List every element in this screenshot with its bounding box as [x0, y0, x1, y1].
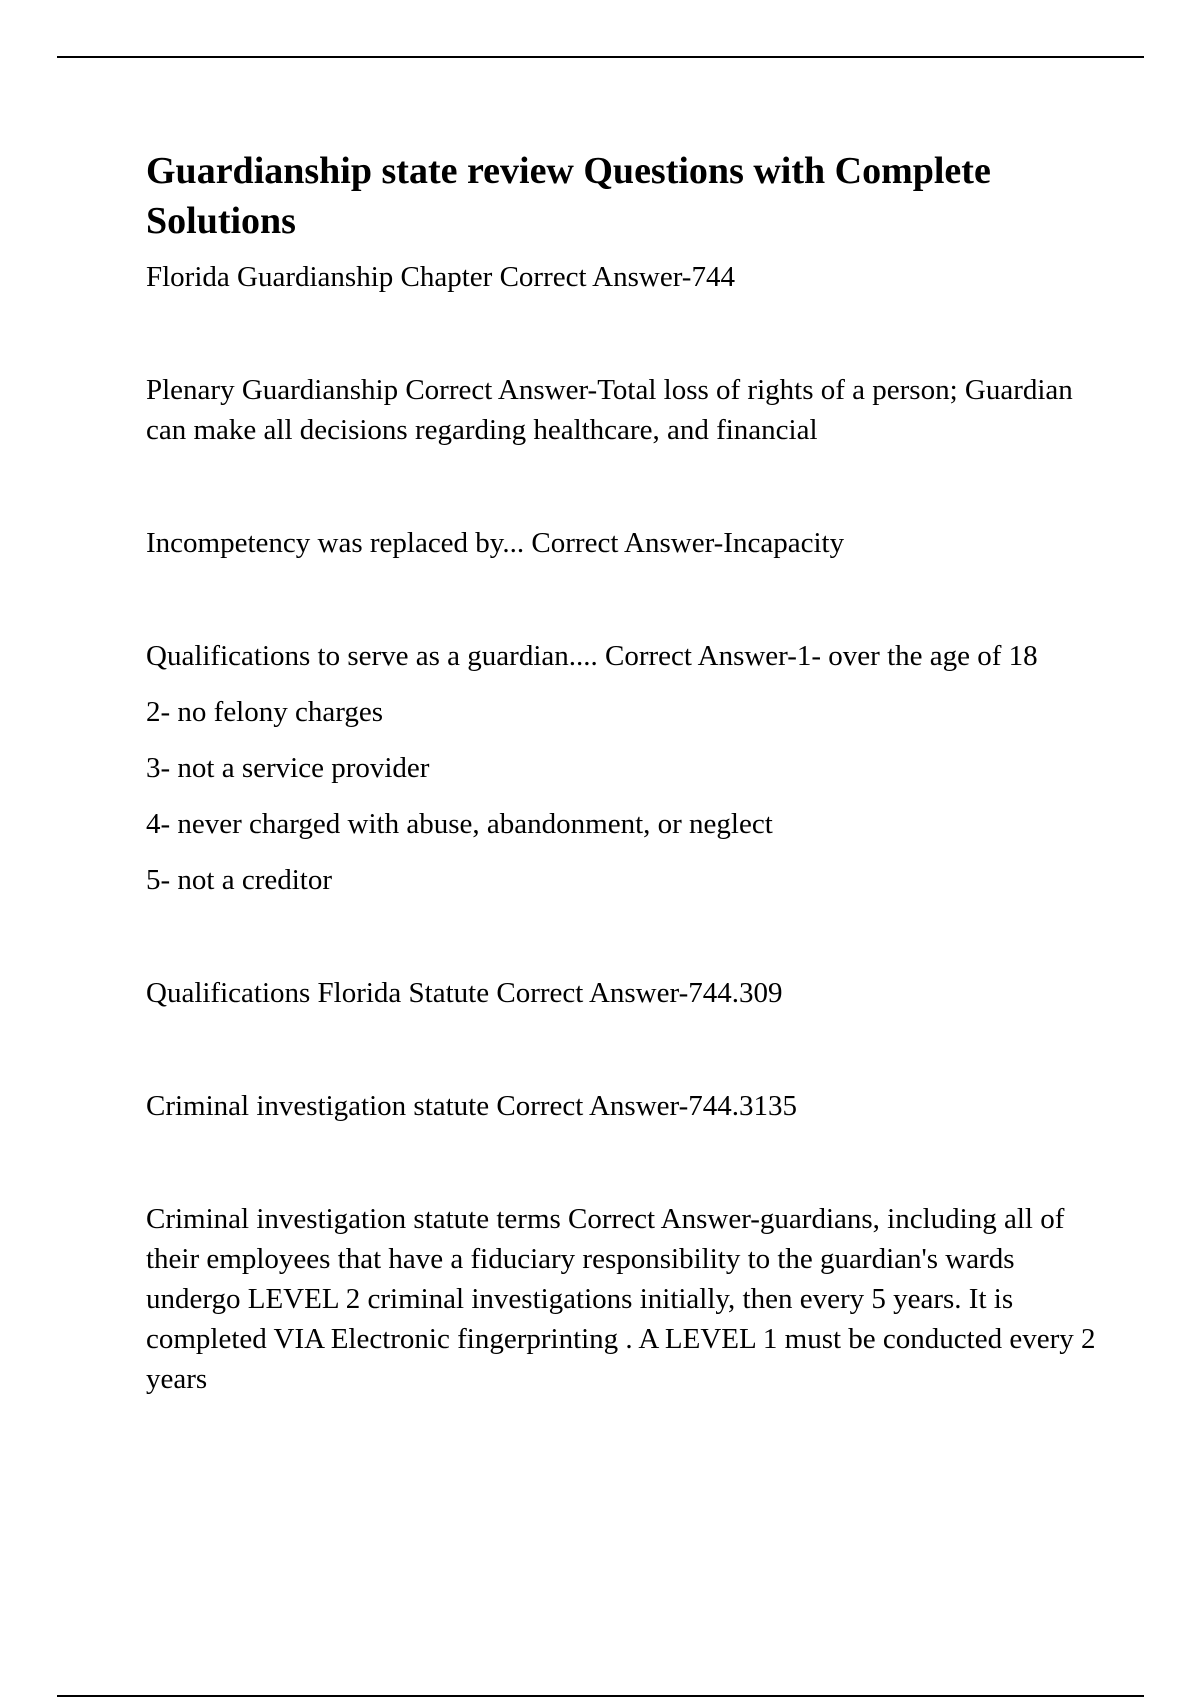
qa-entry-qualifications-statute: Qualifications Florida Statute Correct Answer-744.309 [146, 977, 783, 1009]
qualification-item: 2- no felony charges [146, 696, 384, 728]
qa-entry-criminal-statute: Criminal investigation statute Correct Answer-744.3135 [146, 1090, 797, 1122]
qualification-item: 3- not a service provider [146, 752, 430, 784]
qa-entry-plenary: Plenary Guardianship Correct Answer-Total loss of rights of a person; Guardian can make all decisions regarding healthcare, and financial [146, 374, 1073, 446]
bottom-divider [57, 1695, 1144, 1697]
qualification-item: 5- not a creditor [146, 864, 333, 896]
qa-entry-chapter: Florida Guardianship Chapter Correct Answer-744 [146, 261, 735, 293]
qa-entry-criminal-terms: Criminal investigation statute terms Correct Answer-guardians, including all of their employees that have a fiduciary responsibility to the guardian's wards undergo LEVEL 2 criminal investigations initially, then every 5 years. It is completed VIA Electronic fingerprinting . A LEVEL 1 must be conducted every 2 years [146, 1203, 1096, 1395]
qa-entry-qualifications: Qualifications to serve as a guardian.... Correct Answer-1- over the age of 18 [146, 640, 1038, 672]
top-divider [57, 56, 1144, 58]
document-title: Guardianship state review Questions with Complete Solutions [146, 150, 991, 242]
qualification-item: 4- never charged with abuse, abandonment, or neglect [146, 808, 773, 840]
qa-entry-incompetency: Incompetency was replaced by... Correct Answer-Incapacity [146, 527, 845, 559]
document-body [146, 146, 1106, 1399]
